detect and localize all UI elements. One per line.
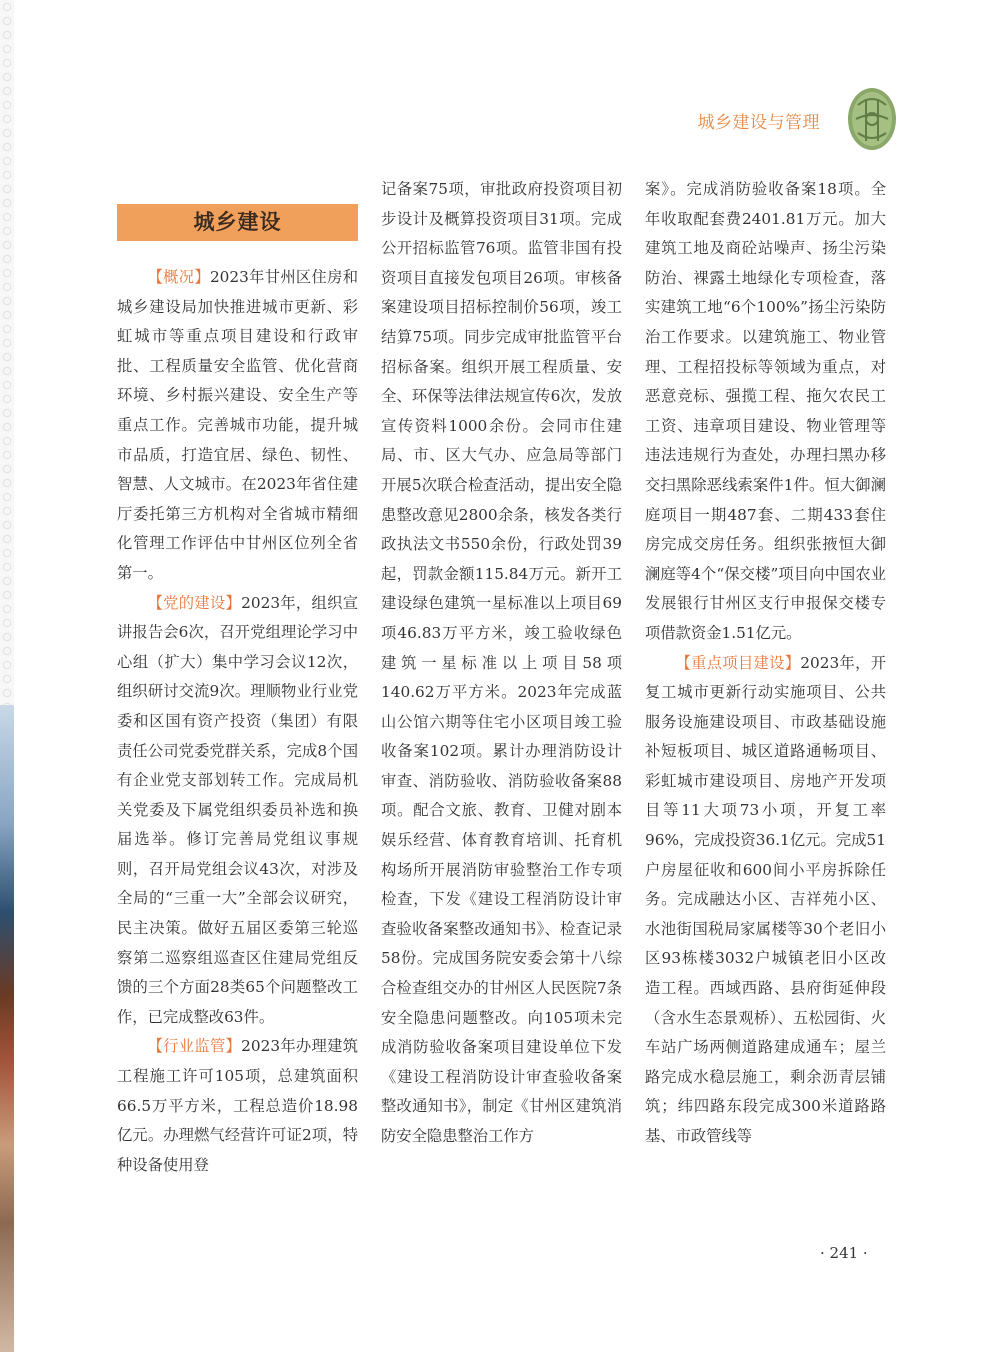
margin-photo-strip [0, 705, 14, 1352]
column-1 [117, 263, 358, 1180]
paragraph-tag-industry-supervision: 【行业监管】 [147, 1037, 242, 1056]
green-jade-seal-icon [846, 85, 898, 151]
paragraph-tag-key-projects: 【重点项目建设】 [675, 653, 801, 672]
paragraph-key-projects [645, 649, 886, 1152]
running-head: 城乡建设与管理 [697, 113, 820, 133]
paragraph-continued-2: 案》。完成消防验收备案18项。全年收取配套费2401.81万元。加大建筑工地及商砼站噪声、扬尘污染防治、裸露土地绿化专项检查，落实建筑工地“6个100%”扬尘污染防治工作要求。以建筑施工、物业管理、工程招投标等领域为重点，对恶意竞标、强揽工程、拖欠农民工工资、违章项目建设、物业管理等违法违规行为查处，办理扫黑办移交扫黑除恶线索案件1件。恒大御澜庭项目一期487套、二期433套住房完成交房任务。组织张掖恒大御澜庭等4个“保交楼”项目向中国农业发展银行甘州区支行申报保交楼专项借款资金1.51亿元。 [645, 180, 886, 642]
margin-decorative-pattern [0, 0, 14, 705]
section-title: 城乡建设 [117, 204, 358, 241]
paragraph-tag-overview: 【概况】 [147, 268, 210, 286]
paragraph-tag-party-building: 【党的建设】 [147, 593, 242, 612]
column-2 [381, 175, 622, 1152]
column-3 [645, 175, 886, 1152]
paragraph-text-overview: 2023年甘州区住房和城乡建设局加快推进城市更新、彩虹城市等重点项目建设和行政审批、工程质量安全监管、优化营商环境、乡村振兴建设、安全生产等重点工作。完善城市功能，提升城市品质，打造宜居、绿色、韧性、智慧、人文城市。在2023年省住建厅委托第三方机构对全省城市精细化管理工作评估中甘州区位列全省第一。 [117, 268, 358, 582]
paragraph-industry-supervision [117, 1032, 358, 1180]
paragraph-text-party-building: 2023年，组织宣讲报告会6次，召开党组理论学习中心组（扩大）集中学习会议12次，组织研讨交流9次。理顺物业行业党委和区国有资产投资（集团）有限责任公司党委党群关系，完成8个国有企业党支部划转工作。完成局机关党委及下属党组织委员补选和换届选举。修订完善局党组议事规则，召开局党组会议43次，对涉及全局的“三重一大”全部会议研究，民主决策。做好五届区委第三轮巡察第二巡察组巡查区住建局党组反馈的三个方面28类65个问题整改工作，已完成整改63件。 [117, 593, 358, 1026]
paragraph-text-industry-supervision: 2023年办理建筑工程施工许可105项，总建筑面积66.5万平方米，工程总造价18.98亿元。办理燃气经营许可证2项，特种设备使用登 [117, 1037, 358, 1174]
paragraph-party-building [117, 589, 358, 1033]
paragraph-text-key-projects: 2023年，开复工城市更新行动实施项目、公共服务设施建设项目、市政基础设施补短板项目、城区道路通畅项目、彩虹城市建设项目、房地产开发项目等11大项73小项，开复工率96%，完成投资36.1亿元。完成51户房屋征收和600间小平房拆除任务。完成融达小区、吉祥苑小区、水池街国税局家属楼等30个老旧小区93栋楼3032户城镇老旧小区改造工程。西域西路、县府街延伸段（含水生态景观桥）、五松园街、火车站广场两侧道路建成通车；屋兰路完成水稳层施工，剩余沥青层铺筑；纬四路东段完成300米道路路基、市政管线等 [645, 653, 886, 1145]
paragraph-continued: 记备案75项，审批政府投资项目初步设计及概算投资项目31项。完成公开招标监管76项。监管非国有投资项目直接发包项目26项。审核备案建设项目招标控制价56项，竣工结算75项。同步完成审批监管平台招标备案。组织开展工程质量、安全、环保等法律法规宣传6次，发放宣传资料1000余份。会同市住建局、市、区大气办、应急局等部门开展5次联合检查活动，提出安全隐患整改意见2800余条，核发各类行政执法文书550余份，行政处罚39起，罚款金额115.84万元。新开工建设绿色建筑一星标准以上项目69项46.83万平方米，竣工验收绿色建筑一星标准以上项目58项140.62万平方米。2023年完成蓝山公馆六期等住宅小区项目竣工验收备案102项。累计办理消防设计审查、消防验收、消防验收备案88项。配合文旅、教育、卫健对剧本娱乐经营、体育教育培训、托育机构场所开展消防审验整治工作专项检查，下发《建设工程消防设计审查验收备案整改通知书》、检查记录58份。完成国务院安委会第十八综合检查组交办的甘州区人民医院7条安全隐患问题整改。向105项未完成消防验收备案项目建设单位下发《建设工程消防设计审查验收备案整改通知书》，制定《甘州区建筑消防安全隐患整治工作方 [381, 180, 622, 1145]
page-number: · 241 · [820, 1244, 868, 1262]
paragraph-overview [117, 263, 358, 589]
